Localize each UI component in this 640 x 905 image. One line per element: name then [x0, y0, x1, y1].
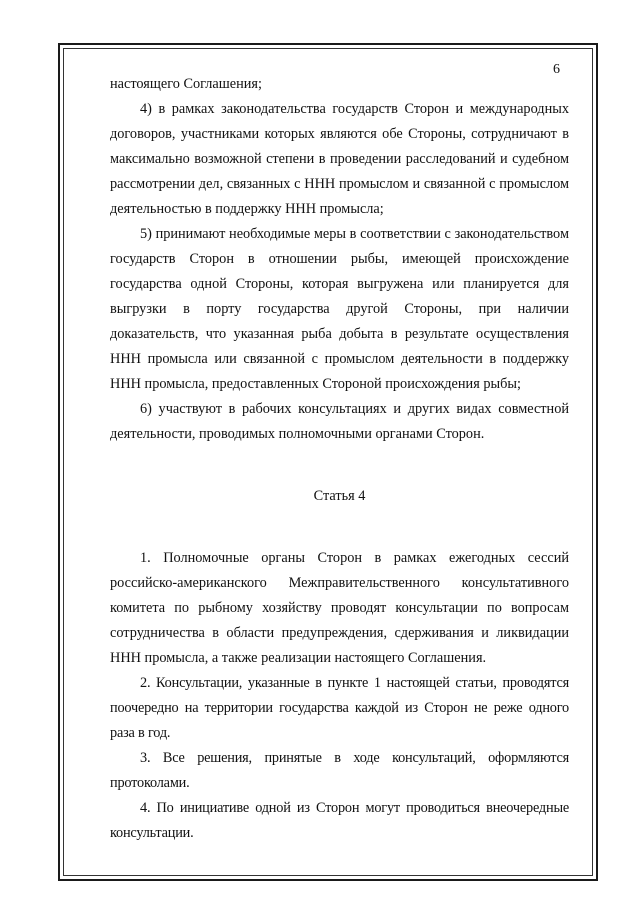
paragraph-item-5: 5) принимают необходимые меры в соответствии с законодательством государств Сторон в отношении рыбы, имеющей происхождение государства одной Стороны, которая выгружена или планируется для выгрузки в порту государства другой Стороны, при наличии доказательств, что указанная рыба добыта в результате осуществления ННН промысла или связанной с промыслом деятельности в поддержку ННН промысла, предоставленных Стороной происхождения рыбы;: [110, 226, 569, 392]
paragraph-continued: настоящего Соглашения;: [110, 76, 262, 92]
paragraph-item-4: 4) в рамках законодательства государств Сторон и международных договоров, участниками которых являются обе Стороны, сотрудничают в максимально возможной степени в проведении расследований и судебном рассмотрении дел, связанных с ННН промыслом и связанной с промыслом деятельностью в поддержку ННН промысла;: [110, 101, 569, 217]
article-4-paragraph-1: 1. Полномочные органы Сторон в рамках ежегодных сессий российско-американского Межправительственного консультативного комитета по рыбному хозяйству проводят консультации по вопросам сотрудничества в области предупреждения, сдерживания и ликвидации ННН промысла, а также реализации настоящего Соглашения.: [110, 550, 569, 666]
article-4-paragraph-3: 3. Все решения, принятые в ходе консультаций, оформляются протоколами.: [110, 750, 569, 791]
page-number: 6: [553, 62, 560, 77]
article-4-paragraph-4: 4. По инициативе одной из Сторон могут проводиться внеочередные консультации.: [110, 800, 569, 841]
document-body: [110, 72, 569, 846]
paragraph-item-6: 6) участвуют в рабочих консультациях и других видах совместной деятельности, проводимых полномочными органами Сторон.: [110, 401, 569, 442]
article-heading: Статья 4: [313, 488, 366, 504]
article-4-paragraph-2: 2. Консультации, указанные в пункте 1 настоящей статьи, проводятся поочередно на территории государства каждой из Сторон не реже одного раза в год.: [110, 675, 569, 741]
